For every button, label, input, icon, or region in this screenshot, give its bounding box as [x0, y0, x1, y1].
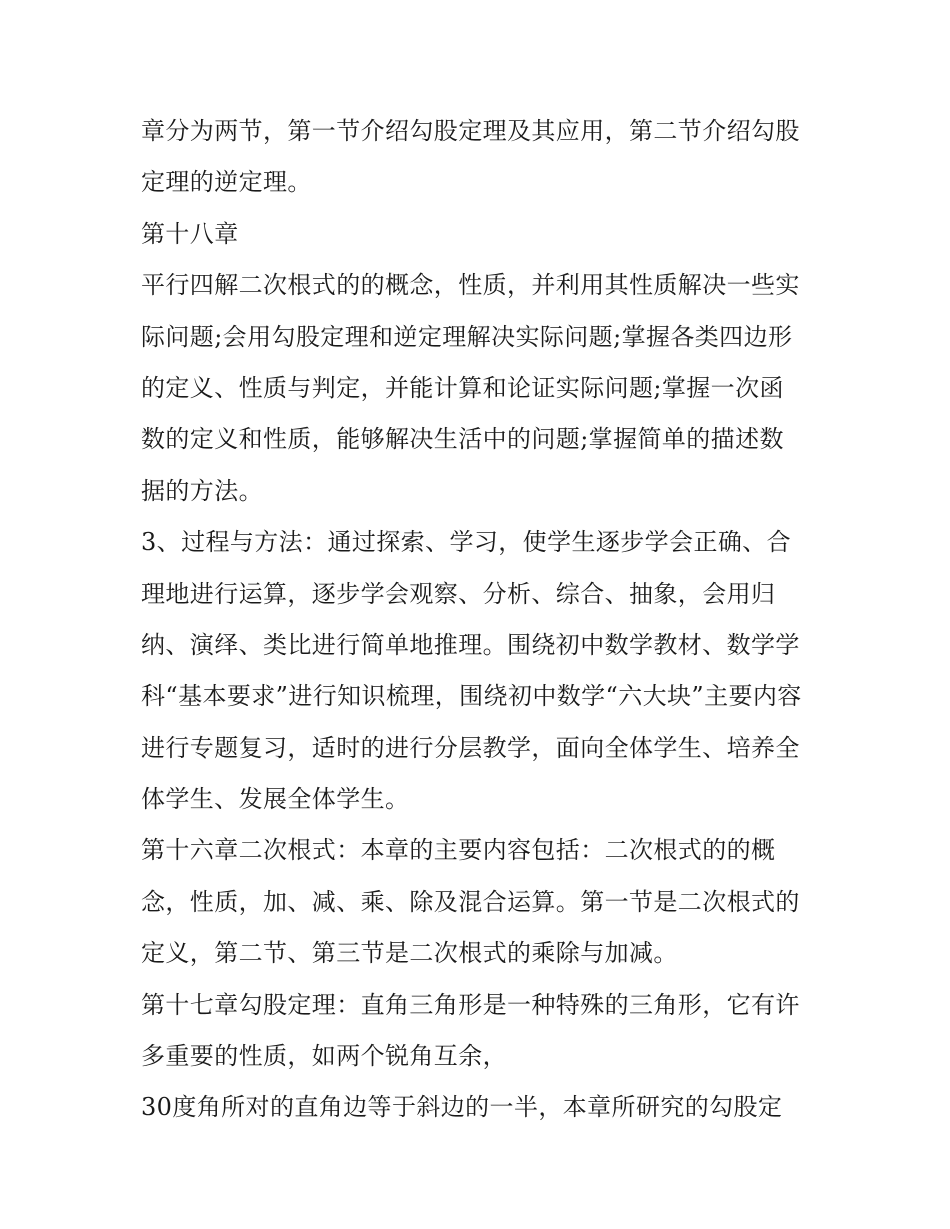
text-line: 际问题;会用勾股定理和逆定理解决实际问题;掌握各类四边形: [141, 322, 793, 351]
text-line: 多重要的性质，如两个锐角互余，: [141, 1042, 507, 1071]
text-line: 章分为两节，第一节介绍勾股定理及其应用，第二节介绍勾股: [141, 117, 800, 145]
text-line: 第十八章: [141, 219, 239, 248]
text-line: 科“基本要求”进行知识梳理，围绕初中数学“六大块”主要内容: [141, 682, 802, 711]
text-line: 第十六章二次根式：本章的主要内容包括：二次根式的的概: [141, 836, 776, 865]
text-line: 体学生、发展全体学生。: [141, 785, 410, 814]
text-line: 数的定义和性质，能够解决生活中的问题;掌握简单的描述数: [141, 425, 784, 454]
text-line: 纳、演绎、类比进行简单地推理。围绕初中数学教材、数学学: [141, 630, 800, 659]
text-line: 定义，第二节、第三节是二次根式的乘除与加减。: [141, 939, 678, 968]
text-line: 3、过程与方法：通过探索、学习，使学生逐步学会正确、合: [141, 528, 792, 557]
text-line: 的定义、性质与判定，并能计算和论证实际问题;掌握一次函: [141, 373, 784, 402]
document-body: [141, 106, 813, 1134]
text-line: 第十七章勾股定理：直角三角形是一种特殊的三角形，它有许: [141, 990, 800, 1019]
text-line: 理地进行运算，逐步学会观察、分析、综合、抽象，会用归: [141, 579, 776, 608]
text-line: 据的方法。: [141, 476, 263, 505]
text-line: 平行四解二次根式的的概念，性质，并利用其性质解决一些实: [141, 271, 800, 300]
text-line: 进行专题复习，适时的进行分层教学，面向全体学生、培养全: [141, 733, 800, 762]
text-line: 30度角所对的直角边等于斜边的一半，本章所研究的勾股定: [141, 1093, 783, 1122]
text-line: 念，性质，加、减、乘、除及混合运算。第一节是二次根式的: [141, 887, 800, 916]
text-line: 定理的逆定理。: [141, 168, 312, 197]
